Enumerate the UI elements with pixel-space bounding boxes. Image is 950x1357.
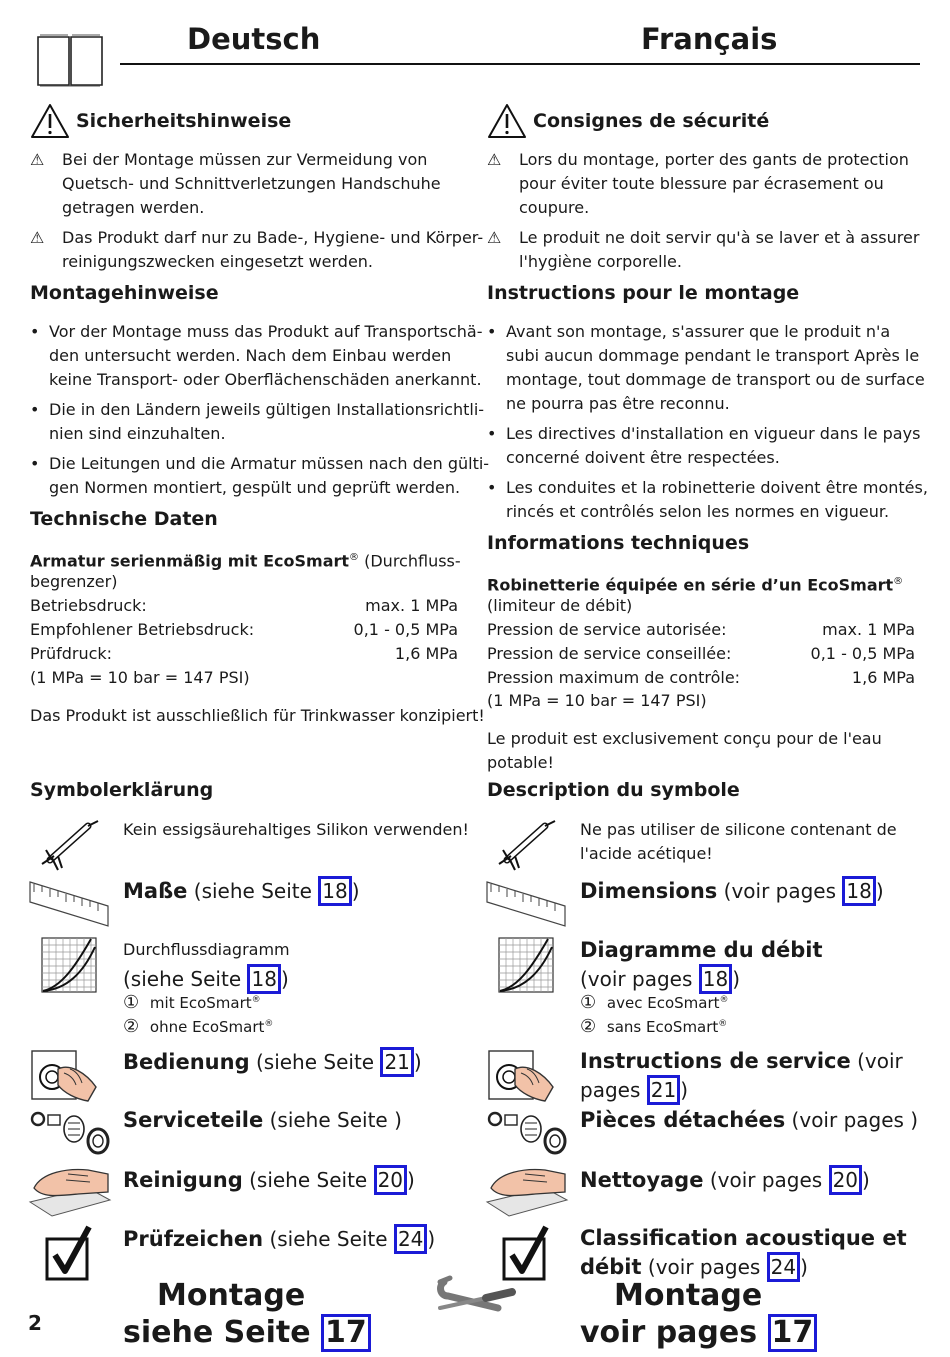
cleaning-entry: [580, 1165, 870, 1196]
cleaning-hand-icon: [485, 1158, 569, 1218]
paren: ): [732, 967, 741, 991]
silicone-note-line2: l'acide acétique!: [580, 844, 713, 863]
text-line: getragen werden.: [62, 198, 205, 217]
page-link-18[interactable]: 18: [699, 964, 732, 994]
legend-number: ①: [123, 992, 140, 1013]
dimensions-entry: [123, 876, 360, 907]
spec-label: Empfohlener Betriebsdruck:: [30, 620, 255, 639]
header-rule: [120, 63, 920, 65]
text-line: Die in den Ländern jeweils gültigen Installationsrichtli-: [49, 400, 485, 419]
text-line: reinigungszwecken eingesetzt werden.: [62, 252, 374, 271]
bullet: •: [487, 322, 497, 341]
operation-ref: (voir: [850, 1049, 903, 1073]
legend-label: mit EcoSmart: [149, 994, 252, 1012]
flow-diagram-icon: [41, 937, 97, 993]
spec-row: [30, 594, 458, 618]
text-line: Bei der Montage müssen zur Vermeidung von: [62, 150, 428, 169]
page-link-24[interactable]: 24: [394, 1224, 427, 1254]
spec-value: 0,1 - 0,5 MPa: [810, 644, 915, 663]
paren: ): [862, 1168, 870, 1192]
page-link-18[interactable]: 18: [247, 964, 280, 994]
safety-title: Sicherheitshinweise: [76, 110, 292, 132]
text-line: l'hygiène corporelle.: [519, 252, 682, 271]
dimensions-entry: [580, 876, 884, 907]
test-mark-ref: (voir pages: [641, 1255, 767, 1279]
spare-parts-icon: [487, 1105, 569, 1157]
test-mark-title: Classification acoustique et: [580, 1226, 907, 1250]
text-line: nien sind einzuhalten.: [49, 424, 226, 443]
dimensions-ref: (siehe Seite: [187, 879, 319, 903]
fitting-suffix: (Durchfluss-: [359, 551, 461, 571]
cleaning-title: Nettoyage: [580, 1168, 704, 1192]
reg-mark: ®: [251, 995, 261, 1005]
reg-mark: ®: [719, 995, 729, 1005]
page-number: 2: [28, 1311, 42, 1335]
dimensions-title: Maße: [123, 879, 188, 903]
test-mark-title: Prüfzeichen: [123, 1227, 264, 1251]
cleaning-ref: (voir pages: [703, 1168, 829, 1192]
legend-number: ①: [580, 992, 597, 1013]
page-link-24[interactable]: 24: [767, 1252, 800, 1282]
bullet: •: [487, 478, 497, 497]
paren: ): [351, 879, 360, 903]
safety-title: Consignes de sécurité: [533, 110, 770, 132]
reg-mark: ®: [718, 1019, 728, 1029]
legend-number: ②: [580, 1016, 597, 1037]
spec-row: [487, 618, 915, 642]
text-line: subi aucun dommage pendant le transport Après le: [506, 346, 920, 365]
text-line: Les directives d'installation en vigueur dans le pays: [506, 424, 921, 443]
fitting-description-line2: (limiteur de débit): [487, 596, 633, 615]
paren: ): [875, 879, 884, 903]
flow-diagram-ref: (siehe Seite: [123, 967, 248, 991]
unit-conversion: (1 MPa = 10 bar = 147 PSI): [30, 668, 250, 687]
symbols-title: Description du symbole: [487, 779, 740, 801]
text-line: Die Leitungen und die Armatur müssen nach den gülti-: [49, 454, 490, 473]
bullet: •: [30, 322, 40, 341]
drinking-water-note: Le produit est exclusivement conçu pour de l'eau: [487, 729, 882, 748]
text-line: coupure.: [519, 198, 590, 217]
warning-icon: ⚠: [487, 228, 502, 247]
cleaning-ref: (siehe Seite: [242, 1168, 374, 1192]
spare-parts-ref: (siehe Seite ): [263, 1108, 402, 1132]
operation-entry-line2: [580, 1075, 688, 1106]
spec-row: [30, 642, 458, 666]
test-mark-title-line2: débit: [580, 1255, 642, 1279]
bullet: •: [30, 400, 40, 419]
text-line: concerné doivent être respectées.: [506, 448, 780, 467]
text-line: ne pourra pas être reconnu.: [506, 394, 730, 413]
page-link-18[interactable]: 18: [842, 876, 875, 906]
text-line: Vor der Montage muss das Produkt auf Transportschä-: [49, 322, 483, 341]
spare-parts-title: Pièces détachées: [580, 1108, 786, 1132]
thermostat-hand-icon: [30, 1047, 100, 1103]
spec-label: Pression de service autorisée:: [487, 620, 727, 639]
paren: ): [407, 1168, 415, 1192]
spare-parts-icon: [30, 1105, 112, 1157]
operation-entry: [123, 1047, 422, 1078]
legend-number: ②: [123, 1016, 140, 1037]
warning-icon: ⚠: [30, 150, 45, 169]
operation-title: Instructions de service: [580, 1049, 851, 1073]
montage-heading: Montage: [614, 1278, 763, 1313]
silicone-gun-icon: [495, 820, 557, 872]
text-line: den untersucht werden. Nach dem Einbau werden: [49, 346, 452, 365]
cleaning-entry: [123, 1165, 415, 1196]
montage-ref-text: voir pages: [580, 1315, 768, 1350]
paren: ): [413, 1050, 422, 1074]
flow-legend-2: [123, 1012, 273, 1039]
test-mark-ref: (siehe Seite: [263, 1227, 394, 1251]
reg-mark: ®: [893, 576, 904, 587]
unit-conversion: (1 MPa = 10 bar = 147 PSI): [487, 691, 707, 710]
text-line: Les conduites et la robinetterie doivent être montés,: [506, 478, 928, 497]
mounting-title: Montagehinweise: [30, 282, 219, 304]
book-icon: [36, 33, 104, 87]
flow-legend-1: [580, 988, 729, 1015]
flow-legend-1: [123, 988, 261, 1015]
bullet: •: [487, 424, 497, 443]
spare-parts-title: Serviceteile: [123, 1108, 264, 1132]
paren: ): [427, 1227, 436, 1251]
warning-triangle-icon: [487, 103, 527, 139]
page-link-17[interactable]: 17: [321, 1314, 371, 1352]
flow-diagram-title: Diagramme du débit: [580, 938, 823, 962]
operation-ref-pages: pages: [580, 1078, 647, 1102]
legend-label: sans EcoSmart: [606, 1018, 719, 1036]
dimensions-title: Dimensions: [580, 879, 718, 903]
silicone-note: Kein essigsäurehaltiges Silikon verwenden!: [123, 820, 469, 839]
paren: ): [280, 967, 289, 991]
dimensions-ref: (voir pages: [717, 879, 843, 903]
flow-diagram-title: Durchflussdiagramm: [123, 940, 290, 959]
text-line: montage, tout dommage de transport ou de surface: [506, 370, 925, 389]
text-line: pour éviter toute blessure par écrasement ou: [519, 174, 884, 193]
page-link-20[interactable]: 20: [374, 1165, 407, 1195]
page-link-21[interactable]: 21: [380, 1047, 413, 1077]
silicone-gun-icon: [38, 820, 100, 872]
cleaning-hand-icon: [28, 1158, 112, 1218]
reg-mark: ®: [264, 1019, 274, 1029]
language-heading-fr: Français: [641, 22, 778, 56]
spec-label: Prüfdruck:: [30, 644, 113, 663]
operation-ref: (siehe Seite: [249, 1050, 381, 1074]
cleaning-title: Reinigung: [123, 1168, 243, 1192]
spare-parts-entry: [580, 1106, 918, 1136]
text-line: Le produit ne doit servir qu'à se laver et à assurer: [519, 228, 920, 247]
spec-label: Betriebsdruck:: [30, 596, 147, 615]
operation-title: Bedienung: [123, 1050, 250, 1074]
checkmark-box-icon: [502, 1225, 550, 1283]
technical-data-title: Informations techniques: [487, 532, 750, 554]
spec-value: 1,6 MPa: [394, 644, 458, 663]
reg-mark: ®: [349, 552, 360, 563]
text-line: rincés et contrôlés selon les normes en vigueur.: [506, 502, 890, 521]
ruler-icon: [487, 880, 567, 928]
text-line: Quetsch- und Schnittverletzungen Handschuhe: [62, 174, 441, 193]
spec-value: max. 1 MPa: [365, 596, 458, 615]
paren: ): [800, 1255, 808, 1279]
silicone-note: Ne pas utiliser de silicone contenant de: [580, 820, 897, 839]
montage-ref: [123, 1314, 371, 1352]
text-line: Avant son montage, s'assurer que le produit n'a: [506, 322, 891, 341]
symbols-title: Symbolerklärung: [30, 779, 214, 801]
fitting-description-line2: begrenzer): [30, 572, 118, 591]
bullet: •: [30, 454, 40, 473]
paren: ): [680, 1078, 688, 1102]
spec-row: [487, 666, 915, 690]
checkmark-box-icon: [45, 1225, 93, 1283]
spec-label: Pression maximum de contrôle:: [487, 668, 741, 687]
spec-value: max. 1 MPa: [822, 620, 915, 639]
spec-value: 0,1 - 0,5 MPa: [353, 620, 458, 639]
test-mark-entry: [123, 1224, 435, 1255]
flow-diagram-ref: (voir pages: [580, 967, 699, 991]
fitting-bold: Armatur serienmäßig mit EcoSmart: [30, 551, 350, 571]
spare-parts-ref: (voir pages ): [785, 1108, 919, 1132]
warning-icon: ⚠: [30, 228, 45, 247]
spec-label: Pression de service conseillée:: [487, 644, 732, 663]
spec-value: 1,6 MPa: [851, 668, 915, 687]
page-link-18[interactable]: 18: [318, 876, 351, 906]
legend-label: ohne EcoSmart: [149, 1018, 265, 1036]
fitting-bold: Robinetterie équipée en série d’un EcoSmart: [487, 575, 894, 595]
montage-ref: [580, 1314, 817, 1352]
mounting-title: Instructions pour le montage: [487, 282, 800, 304]
technical-data-title: Technische Daten: [30, 508, 218, 530]
operation-entry: [580, 1047, 903, 1077]
spare-parts-entry: [123, 1106, 402, 1136]
warning-triangle-icon: [30, 103, 70, 139]
text-line: Lors du montage, porter des gants de protection: [519, 150, 909, 169]
text-line: Das Produkt darf nur zu Bade-, Hygiene- und Körper-: [62, 228, 484, 247]
drinking-water-note: Das Produkt ist ausschließlich für Trinkwasser konzipiert!: [30, 706, 485, 725]
flow-legend-2: [580, 1012, 727, 1039]
ruler-icon: [30, 880, 110, 928]
drinking-water-note-line2: potable!: [487, 753, 554, 772]
spec-row: [487, 642, 915, 666]
page-link-21[interactable]: 21: [647, 1075, 680, 1105]
page-link-20[interactable]: 20: [829, 1165, 862, 1195]
thermostat-hand-icon: [487, 1047, 557, 1103]
text-line: keine Transport- oder Oberflächenschäden anerkannt.: [49, 370, 482, 389]
page-link-17[interactable]: 17: [768, 1314, 818, 1352]
warning-icon: ⚠: [487, 150, 502, 169]
legend-label: avec EcoSmart: [606, 994, 720, 1012]
montage-heading: Montage: [157, 1278, 306, 1313]
spec-row: [30, 618, 458, 642]
text-line: gen Normen montiert, gespült und geprüft werden.: [49, 478, 461, 497]
language-heading-de: Deutsch: [187, 22, 321, 56]
montage-ref-text: siehe Seite: [123, 1315, 322, 1350]
flow-diagram-icon: [498, 937, 554, 993]
